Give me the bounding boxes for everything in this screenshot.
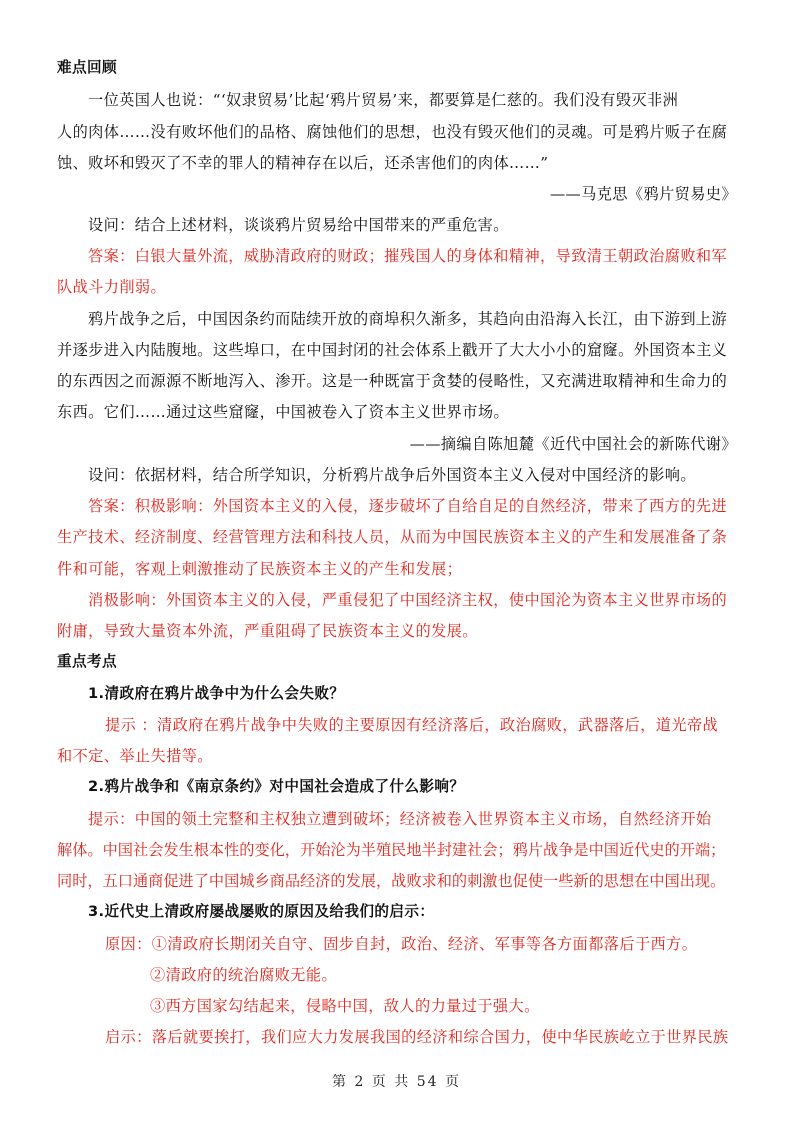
quote2-source: ——摘编自陈旭麓《近代中国社会的新陈代谢》 <box>409 435 737 453</box>
key-answer3-insight: 启示：落后就要挨打，我们应大力发展我国的经济和综合国力，使中华民族屹立于世界民族 <box>105 1028 729 1046</box>
key-answer3-reason-1: 原因：①清政府长期闭关自守、固步自封，政治、经济、军事等各方面都落后于西方。 <box>105 935 698 953</box>
key-question-1: 1.清政府在鸦片战争中为什么会失败？ <box>88 685 345 702</box>
answer1-line-1: 答案：白银大量外流，威胁清政府的财政；摧残国人的身体和精神，导致清王朝政治腐败和军 <box>88 247 728 265</box>
answer2-negative-line-2: 附庸，导致大量资本外流，严重阻碍了民族资本主义的发展。 <box>57 622 478 640</box>
question-1: 设问：结合上述材料，谈谈鸦片贸易给中国带来的严重危害。 <box>88 216 509 234</box>
answer2-negative-line-1: 消极影响：外国资本主义的入侵，严重侵犯了中国经济主权，使中国沦为资本主义世界市场的 <box>88 591 728 609</box>
quote2-line-4: 东西。它们……通过这些窟窿，中国被卷入了资本主义世界市场。 <box>57 403 510 421</box>
key-answer2-line-1: 提示：中国的领土完整和主权独立遭到破坏；经济被卷入世界资本主义市场，自然经济开始 <box>88 810 712 828</box>
answer2-line-2: 生产技术、经济制度、经营管理方法和科技人员，从而为中国民族资本主义的产生和发展准备了条 <box>57 528 728 546</box>
key-answer2-line-3: 同时，五口通商促进了中国城乡商品经济的发展，战败求和的刺激也促使一些新的思想在中国出现。 <box>57 872 726 890</box>
quote1-line-1: 一位英国人也说：“‘奴隶贸易’比起‘鸦片贸易’来，都要算是仁慈的。我们没有毁灭非洲 <box>88 91 679 109</box>
key-answer1-line-1: 提示 ：清政府在鸦片战争中失败的主要原因有经济落后，政治腐败，武器落后，道光帝战 <box>105 716 719 734</box>
answer1-line-2: 队战斗力削弱。 <box>57 278 167 296</box>
question-2: 设问：依据材料，结合所学知识，分析鸦片战争后外国资本主义入侵对中国经济的影响。 <box>88 466 696 484</box>
key-question-3: 3.近代史上清政府屡战屡败的原因及给我们的启示： <box>88 903 435 920</box>
answer2-line-3: 件和可能，客观上刺激推动了民族资本主义的产生和发展； <box>57 560 463 578</box>
page-number-footer: 第 2 页 共 54 页 <box>332 1074 461 1090</box>
answer2-line-1: 答案：积极影响：外国资本主义的入侵，逐步破坏了自给自足的自然经济，带来了西方的先进 <box>88 497 728 515</box>
key-question-2: 2.鸦片战争和《南京条约》对中国社会造成了什么影响？ <box>88 778 465 795</box>
quote2-line-2: 并逐步进入内陆腹地。这些埠口，在中国封闭的社会体系上戳开了大大小小的窟窿。外国资本主义 <box>57 341 728 359</box>
quote1-source: ——马克思《鸦片贸易史》 <box>549 185 737 203</box>
quote1-line-3: 蚀、败坏和毁灭了不幸的罪人的精神存在以后，还杀害他们的肉体……” <box>57 154 549 172</box>
key-answer3-reason-2: ②清政府的统治腐败无能。 <box>150 966 338 984</box>
section-title-key-points: 重点考点 <box>57 653 117 670</box>
quote2-line-3: 的东西因之而源源不断地泻入、渗开。这是一种既富于贪婪的侵略性，又充满进取精神和生命力的 <box>57 372 728 390</box>
section-title-review: 难点回顾 <box>57 59 117 76</box>
quote1-line-2: 人的肉体……没有败坏他们的品格、腐蚀他们的思想，也没有毁灭他们的灵魂。可是鸦片贩子在腐 <box>57 123 728 141</box>
quote2-line-1: 鸦片战争之后，中国因条约而陆续开放的商埠积久渐多，其趋向由沿海入长江，由下游到上游 <box>88 310 728 328</box>
key-answer1-line-2: 和不定、举止失措等。 <box>57 747 213 765</box>
key-answer3-reason-3: ③西方国家勾结起来，侵略中国，敌人的力量过于强大。 <box>150 997 540 1015</box>
key-answer2-line-2: 解体。中国社会发生根本性的变化，开始沦为半殖民地半封建社会；鸦片战争是中国近代史的开端； <box>57 841 726 859</box>
